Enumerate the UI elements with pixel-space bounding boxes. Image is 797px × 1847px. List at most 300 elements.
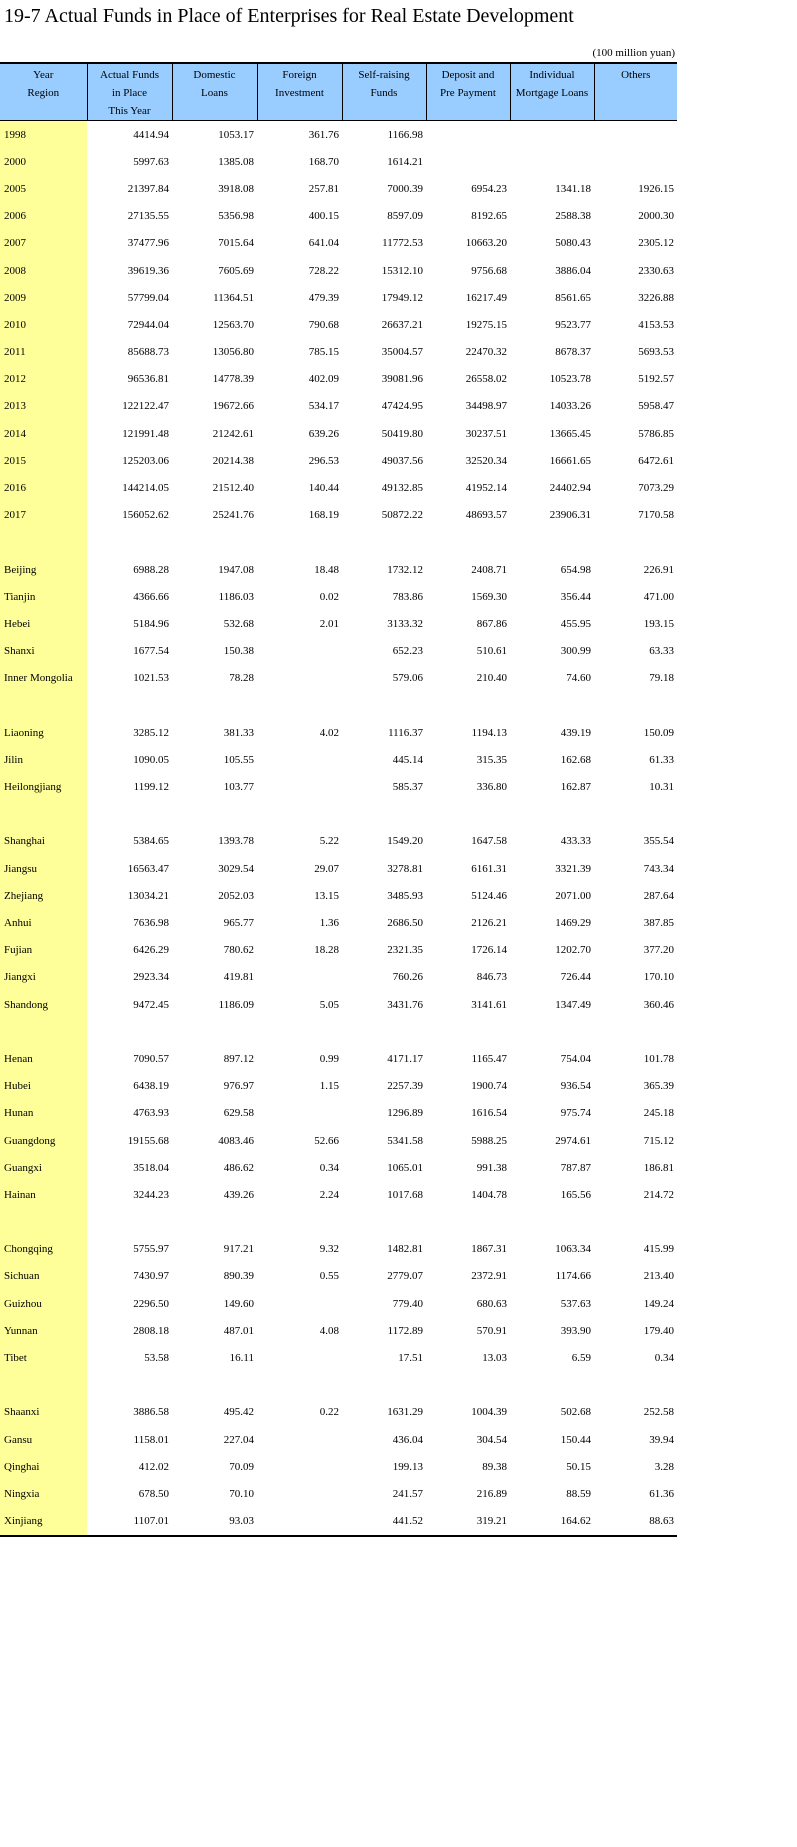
value-cell-individual-mortgage-loans: 14033.26 xyxy=(549,400,591,413)
value-cell-deposit-prepayment xyxy=(426,148,510,175)
value-cell-deposit-prepayment: 991.38 xyxy=(476,1161,507,1174)
value-cell-foreign-investment: 4.08 xyxy=(319,1324,339,1337)
row-label: Ningxia xyxy=(0,1480,87,1507)
row-label: Hebei xyxy=(0,610,87,637)
value-cell-self-raising-funds: 779.40 xyxy=(392,1297,423,1310)
table-row xyxy=(0,1399,677,1426)
value-cell-domestic-loans: 11364.51 xyxy=(213,291,254,304)
value-cell-individual-mortgage-loans xyxy=(510,148,594,175)
value-cell-domestic-loans: 1186.03 xyxy=(218,590,254,603)
row-label: Shanghai xyxy=(0,828,87,855)
value-cell-actual-funds: 1677.54 xyxy=(133,645,169,658)
value-cell-individual-mortgage-loans: 165.56 xyxy=(560,1188,591,1201)
spacer-cell xyxy=(426,529,510,556)
value-cell-actual-funds: 6988.28 xyxy=(133,563,169,576)
value-cell-actual-funds: 5755.97 xyxy=(133,1243,169,1256)
value-cell-foreign-investment: 728.22 xyxy=(308,264,339,277)
value-cell-deposit-prepayment: 315.35 xyxy=(476,753,507,766)
value-cell-deposit-prepayment: 1569.30 xyxy=(471,590,507,603)
value-cell-foreign-investment xyxy=(257,638,342,665)
value-cell-deposit-prepayment: 1404.78 xyxy=(471,1188,507,1201)
row-label: Zhejiang xyxy=(0,882,87,909)
value-cell-self-raising-funds: 3485.93 xyxy=(387,889,423,902)
value-cell-deposit-prepayment: 5124.46 xyxy=(471,889,507,902)
table-row xyxy=(0,1100,677,1127)
value-cell-domestic-loans: 16.11 xyxy=(229,1352,254,1365)
value-cell-others: 186.81 xyxy=(643,1161,674,1174)
value-cell-individual-mortgage-loans: 162.68 xyxy=(560,753,591,766)
value-cell-others xyxy=(594,148,677,175)
value-cell-self-raising-funds: 8597.09 xyxy=(387,210,423,223)
table-row xyxy=(0,148,677,175)
table-row xyxy=(0,1045,677,1072)
value-cell-deposit-prepayment: 1726.14 xyxy=(471,944,507,957)
value-cell-foreign-investment: 534.17 xyxy=(308,400,339,413)
spacer-cell xyxy=(594,1209,677,1236)
value-cell-foreign-investment: 790.68 xyxy=(308,318,339,331)
spacer-cell xyxy=(172,1372,257,1399)
value-cell-foreign-investment: 479.39 xyxy=(308,291,339,304)
value-cell-individual-mortgage-loans: 8678.37 xyxy=(555,346,591,359)
value-cell-foreign-investment: 402.09 xyxy=(308,373,339,386)
table-row xyxy=(0,1508,677,1536)
value-cell-actual-funds: 2923.34 xyxy=(133,971,169,984)
value-cell-foreign-investment: 0.99 xyxy=(319,1052,339,1065)
value-cell-others: 7170.58 xyxy=(638,509,674,522)
value-cell-deposit-prepayment: 26558.02 xyxy=(465,373,507,386)
value-cell-foreign-investment: 361.76 xyxy=(308,128,339,141)
spacer-row xyxy=(0,692,677,719)
row-label: Gansu xyxy=(0,1426,87,1453)
spacer-cell xyxy=(510,1018,594,1045)
value-cell-self-raising-funds: 1549.20 xyxy=(387,835,423,848)
value-cell-actual-funds: 7636.98 xyxy=(133,917,169,930)
value-cell-foreign-investment: 4.02 xyxy=(319,726,339,739)
spacer-cell xyxy=(510,529,594,556)
table-row xyxy=(0,719,677,746)
row-label: Tibet xyxy=(0,1344,87,1371)
row-label: 2013 xyxy=(0,393,87,420)
value-cell-self-raising-funds: 3133.32 xyxy=(387,617,423,630)
value-cell-domestic-loans: 2052.03 xyxy=(218,889,254,902)
spacer-cell xyxy=(342,1372,426,1399)
spacer-cell xyxy=(172,692,257,719)
value-cell-others: 5786.85 xyxy=(638,427,674,440)
table-row xyxy=(0,121,677,149)
header-others xyxy=(594,63,677,121)
row-label: Anhui xyxy=(0,909,87,936)
table-row xyxy=(0,311,677,338)
value-cell-deposit-prepayment: 1165.47 xyxy=(471,1052,507,1065)
row-label: Heilongjiang xyxy=(0,774,87,801)
value-cell-individual-mortgage-loans: 150.44 xyxy=(560,1433,591,1446)
row-label: Hubei xyxy=(0,1073,87,1100)
value-cell-others: 415.99 xyxy=(643,1243,674,1256)
table-row xyxy=(0,447,677,474)
value-cell-individual-mortgage-loans: 162.87 xyxy=(560,781,591,794)
value-cell-individual-mortgage-loans: 1174.66 xyxy=(555,1270,591,1283)
value-cell-domestic-loans: 150.38 xyxy=(223,645,254,658)
value-cell-deposit-prepayment: 570.91 xyxy=(476,1324,507,1337)
value-cell-domestic-loans: 1385.08 xyxy=(218,155,254,168)
value-cell-actual-funds: 6426.29 xyxy=(133,944,169,957)
spacer-cell xyxy=(172,1209,257,1236)
value-cell-deposit-prepayment: 210.40 xyxy=(476,672,507,685)
value-cell-self-raising-funds: 5341.58 xyxy=(387,1134,423,1147)
row-label: 2010 xyxy=(0,311,87,338)
value-cell-domestic-loans: 629.58 xyxy=(223,1107,254,1120)
value-cell-domestic-loans: 19672.66 xyxy=(212,400,254,413)
row-label: Liaoning xyxy=(0,719,87,746)
table-row xyxy=(0,665,677,692)
value-cell-actual-funds: 37477.96 xyxy=(127,237,169,250)
value-cell-self-raising-funds: 49132.85 xyxy=(381,482,423,495)
value-cell-deposit-prepayment: 336.80 xyxy=(476,781,507,794)
value-cell-deposit-prepayment: 3141.61 xyxy=(471,998,507,1011)
value-cell-self-raising-funds: 1296.89 xyxy=(387,1107,423,1120)
value-cell-self-raising-funds: 2257.39 xyxy=(387,1080,423,1093)
value-cell-foreign-investment: 1.36 xyxy=(319,917,339,930)
table-row xyxy=(0,1426,677,1453)
table-row xyxy=(0,882,677,909)
value-cell-self-raising-funds: 35004.57 xyxy=(381,346,423,359)
value-cell-domestic-loans: 105.55 xyxy=(223,753,254,766)
value-cell-others: 6472.61 xyxy=(638,454,674,467)
value-cell-others: 471.00 xyxy=(643,590,674,603)
row-label: 2017 xyxy=(0,502,87,529)
value-cell-domestic-loans: 21512.40 xyxy=(212,482,254,495)
row-label: 2005 xyxy=(0,175,87,202)
row-label: Henan xyxy=(0,1045,87,1072)
row-label: Hainan xyxy=(0,1181,87,1208)
value-cell-foreign-investment: 0.55 xyxy=(319,1270,339,1283)
value-cell-individual-mortgage-loans: 1202.70 xyxy=(555,944,591,957)
spacer-cell xyxy=(426,1018,510,1045)
table-row xyxy=(0,366,677,393)
value-cell-deposit-prepayment: 846.73 xyxy=(476,971,507,984)
value-cell-individual-mortgage-loans: 1347.49 xyxy=(555,998,591,1011)
value-cell-individual-mortgage-loans: 393.90 xyxy=(560,1324,591,1337)
value-cell-self-raising-funds: 1166.98 xyxy=(387,128,423,141)
value-cell-foreign-investment: 0.02 xyxy=(319,590,339,603)
value-cell-individual-mortgage-loans: 50.15 xyxy=(566,1460,591,1473)
row-label: Beijing xyxy=(0,556,87,583)
value-cell-domestic-loans: 13056.80 xyxy=(212,346,254,359)
value-cell-actual-funds: 6438.19 xyxy=(133,1080,169,1093)
value-cell-others: 63.33 xyxy=(649,645,674,658)
row-label: 2000 xyxy=(0,148,87,175)
value-cell-individual-mortgage-loans: 3886.04 xyxy=(555,264,591,277)
spacer-cell xyxy=(594,529,677,556)
table-row xyxy=(0,746,677,773)
spacer-row xyxy=(0,1018,677,1045)
value-cell-others: 179.40 xyxy=(643,1324,674,1337)
value-cell-domestic-loans: 20214.38 xyxy=(212,454,254,467)
table-row xyxy=(0,937,677,964)
value-cell-deposit-prepayment: 510.61 xyxy=(476,645,507,658)
spacer-label-cell xyxy=(0,692,87,719)
spacer-cell xyxy=(87,1018,172,1045)
value-cell-individual-mortgage-loans: 300.99 xyxy=(560,645,591,658)
header-line: Individual xyxy=(529,69,575,81)
value-cell-actual-funds: 85688.73 xyxy=(127,346,169,359)
spacer-cell xyxy=(257,1018,342,1045)
header-line: Domestic xyxy=(193,69,236,81)
table-row xyxy=(0,610,677,637)
row-label: Guangdong xyxy=(0,1127,87,1154)
value-cell-domestic-loans: 7605.69 xyxy=(218,264,254,277)
value-cell-foreign-investment: 2.01 xyxy=(319,617,339,630)
value-cell-self-raising-funds: 2779.07 xyxy=(387,1270,423,1283)
value-cell-domestic-loans: 12563.70 xyxy=(212,318,254,331)
value-cell-individual-mortgage-loans: 2588.38 xyxy=(555,210,591,223)
row-label: 1998 xyxy=(0,121,87,149)
value-cell-self-raising-funds: 3278.81 xyxy=(387,862,423,875)
table-row xyxy=(0,1073,677,1100)
value-cell-foreign-investment: 2.24 xyxy=(319,1188,339,1201)
header-year-region xyxy=(0,63,87,121)
table-row xyxy=(0,203,677,230)
table-row xyxy=(0,1317,677,1344)
spacer-cell xyxy=(257,1209,342,1236)
value-cell-domestic-loans: 4083.46 xyxy=(218,1134,254,1147)
value-cell-others: 149.24 xyxy=(643,1297,674,1310)
table-row xyxy=(0,855,677,882)
table-row xyxy=(0,339,677,366)
value-cell-self-raising-funds: 1116.37 xyxy=(388,726,423,739)
value-cell-actual-funds: 3244.23 xyxy=(133,1188,169,1201)
value-cell-self-raising-funds: 585.37 xyxy=(392,781,423,794)
spacer-cell xyxy=(87,801,172,828)
value-cell-deposit-prepayment: 13.03 xyxy=(482,1352,507,1365)
row-label: 2006 xyxy=(0,203,87,230)
value-cell-individual-mortgage-loans: 23906.31 xyxy=(549,509,591,522)
value-cell-individual-mortgage-loans: 16661.65 xyxy=(549,454,591,467)
value-cell-individual-mortgage-loans: 502.68 xyxy=(560,1406,591,1419)
value-cell-individual-mortgage-loans: 1063.34 xyxy=(555,1243,591,1256)
row-label: Qinghai xyxy=(0,1453,87,1480)
spacer-cell xyxy=(426,801,510,828)
spacer-cell xyxy=(172,529,257,556)
table-row xyxy=(0,991,677,1018)
value-cell-self-raising-funds: 436.04 xyxy=(392,1433,423,1446)
value-cell-others: 387.85 xyxy=(643,917,674,930)
value-cell-foreign-investment: 257.81 xyxy=(308,182,339,195)
table-row xyxy=(0,1236,677,1263)
value-cell-actual-funds: 5997.63 xyxy=(133,155,169,168)
table-row xyxy=(0,964,677,991)
value-cell-actual-funds: 3886.58 xyxy=(133,1406,169,1419)
value-cell-self-raising-funds: 1614.21 xyxy=(387,155,423,168)
row-label: 2015 xyxy=(0,447,87,474)
value-cell-self-raising-funds: 3431.76 xyxy=(387,998,423,1011)
value-cell-deposit-prepayment: 34498.97 xyxy=(465,400,507,413)
table-row xyxy=(0,1290,677,1317)
value-cell-self-raising-funds: 1065.01 xyxy=(387,1161,423,1174)
value-cell-domestic-loans: 780.62 xyxy=(223,944,254,957)
value-cell-self-raising-funds: 50872.22 xyxy=(381,509,423,522)
value-cell-domestic-loans: 7015.64 xyxy=(218,237,254,250)
value-cell-others: 226.91 xyxy=(643,563,674,576)
value-cell-individual-mortgage-loans: 24402.94 xyxy=(549,482,591,495)
value-cell-deposit-prepayment: 1867.31 xyxy=(471,1243,507,1256)
value-cell-self-raising-funds: 199.13 xyxy=(392,1460,423,1473)
spacer-cell xyxy=(342,1209,426,1236)
table-body xyxy=(0,121,677,1536)
value-cell-others: 170.10 xyxy=(643,971,674,984)
value-cell-deposit-prepayment: 32520.34 xyxy=(465,454,507,467)
row-label: Guizhou xyxy=(0,1290,87,1317)
spacer-row xyxy=(0,801,677,828)
value-cell-domestic-loans: 3029.54 xyxy=(218,862,254,875)
table-row xyxy=(0,1480,677,1507)
value-cell-others: 360.46 xyxy=(643,998,674,1011)
value-cell-others: 245.18 xyxy=(643,1107,674,1120)
value-cell-actual-funds: 1199.12 xyxy=(133,781,169,794)
value-cell-self-raising-funds: 652.23 xyxy=(392,645,423,658)
value-cell-actual-funds: 1090.05 xyxy=(133,753,169,766)
value-cell-foreign-investment xyxy=(257,665,342,692)
row-label: 2016 xyxy=(0,474,87,501)
value-cell-actual-funds: 4763.93 xyxy=(133,1107,169,1120)
value-cell-individual-mortgage-loans: 74.60 xyxy=(566,672,591,685)
value-cell-others: 214.72 xyxy=(643,1188,674,1201)
value-cell-foreign-investment: 5.22 xyxy=(319,835,339,848)
value-cell-domestic-loans: 93.03 xyxy=(172,1508,257,1536)
value-cell-actual-funds: 4366.66 xyxy=(133,590,169,603)
header-line: Actual Funds xyxy=(100,69,159,81)
value-cell-actual-funds: 1107.01 xyxy=(87,1508,172,1536)
spacer-label-cell xyxy=(0,529,87,556)
value-cell-deposit-prepayment: 680.63 xyxy=(476,1297,507,1310)
value-cell-foreign-investment: 5.05 xyxy=(319,998,339,1011)
value-cell-individual-mortgage-loans: 10523.78 xyxy=(549,373,591,386)
value-cell-foreign-investment: 18.48 xyxy=(314,563,339,576)
value-cell-domestic-loans: 917.21 xyxy=(223,1243,254,1256)
value-cell-others: 101.78 xyxy=(643,1052,674,1065)
value-cell-actual-funds: 53.58 xyxy=(144,1352,169,1365)
value-cell-self-raising-funds: 17949.12 xyxy=(381,291,423,304)
value-cell-domestic-loans: 70.10 xyxy=(229,1487,254,1500)
value-cell-deposit-prepayment: 1647.58 xyxy=(471,835,507,848)
table-row xyxy=(0,1453,677,1480)
value-cell-deposit-prepayment: 216.89 xyxy=(476,1487,507,1500)
table-row xyxy=(0,175,677,202)
value-cell-domestic-loans: 1393.78 xyxy=(218,835,254,848)
value-cell-individual-mortgage-loans: 754.04 xyxy=(560,1052,591,1065)
value-cell-others: 39.94 xyxy=(649,1433,674,1446)
value-cell-others: 7073.29 xyxy=(638,482,674,495)
value-cell-self-raising-funds: 15312.10 xyxy=(381,264,423,277)
value-cell-others: 355.54 xyxy=(643,835,674,848)
value-cell-others: 88.63 xyxy=(594,1508,677,1536)
value-cell-actual-funds: 13034.21 xyxy=(127,889,169,902)
value-cell-domestic-loans: 495.42 xyxy=(223,1406,254,1419)
value-cell-individual-mortgage-loans: 439.19 xyxy=(560,726,591,739)
value-cell-self-raising-funds: 760.26 xyxy=(392,971,423,984)
spacer-cell xyxy=(510,692,594,719)
value-cell-domestic-loans: 25241.76 xyxy=(212,509,254,522)
value-cell-foreign-investment xyxy=(257,1426,342,1453)
spacer-cell xyxy=(594,1018,677,1045)
spacer-cell xyxy=(594,801,677,828)
spacer-cell xyxy=(342,529,426,556)
spacer-row xyxy=(0,529,677,556)
value-cell-domestic-loans: 897.12 xyxy=(223,1052,254,1065)
value-cell-self-raising-funds: 4171.17 xyxy=(387,1052,423,1065)
value-cell-individual-mortgage-loans: 13665.45 xyxy=(549,427,591,440)
row-label: Chongqing xyxy=(0,1236,87,1263)
row-label: Jiangsu xyxy=(0,855,87,882)
header-deposit-prepayment xyxy=(426,63,510,121)
header-line: Investment xyxy=(275,87,324,99)
spacer-cell xyxy=(594,692,677,719)
spacer-label-cell xyxy=(0,1372,87,1399)
value-cell-domestic-loans: 14778.39 xyxy=(212,373,254,386)
header-line: Year xyxy=(33,69,54,81)
header-line: Funds xyxy=(370,87,398,99)
real-estate-funds-table xyxy=(0,62,677,1537)
value-cell-deposit-prepayment: 22470.32 xyxy=(465,346,507,359)
unit-label: (100 million yuan) xyxy=(592,47,675,59)
value-cell-others: 1926.15 xyxy=(638,182,674,195)
header-line: Deposit and xyxy=(441,69,495,81)
value-cell-actual-funds: 1021.53 xyxy=(133,672,169,685)
value-cell-actual-funds: 39619.36 xyxy=(127,264,169,277)
value-cell-deposit-prepayment: 1194.13 xyxy=(471,726,507,739)
value-cell-others: 5958.47 xyxy=(638,400,674,413)
row-label: 2008 xyxy=(0,257,87,284)
value-cell-actual-funds: 27135.55 xyxy=(127,210,169,223)
value-cell-self-raising-funds: 783.86 xyxy=(392,590,423,603)
value-cell-individual-mortgage-loans: 1469.29 xyxy=(555,917,591,930)
value-cell-foreign-investment: 1.15 xyxy=(319,1080,339,1093)
value-cell-deposit-prepayment: 5988.25 xyxy=(471,1134,507,1147)
value-cell-individual-mortgage-loans: 654.98 xyxy=(560,563,591,576)
value-cell-domestic-loans: 976.97 xyxy=(223,1080,254,1093)
value-cell-actual-funds: 2296.50 xyxy=(133,1297,169,1310)
value-cell-others: 79.18 xyxy=(649,672,674,685)
value-cell-foreign-investment: 140.44 xyxy=(308,482,339,495)
value-cell-foreign-investment: 52.66 xyxy=(314,1134,339,1147)
header-line: Self-raising xyxy=(358,69,410,81)
value-cell-others: 287.64 xyxy=(643,889,674,902)
value-cell-domestic-loans: 890.39 xyxy=(223,1270,254,1283)
value-cell-actual-funds: 678.50 xyxy=(138,1487,169,1500)
value-cell-foreign-investment: 641.04 xyxy=(308,237,339,250)
spacer-cell xyxy=(87,1209,172,1236)
value-cell-foreign-investment: 13.15 xyxy=(314,889,339,902)
header-line: in Place xyxy=(111,87,148,99)
value-cell-others: 10.31 xyxy=(649,781,674,794)
row-label: Yunnan xyxy=(0,1317,87,1344)
spacer-cell xyxy=(257,692,342,719)
value-cell-self-raising-funds: 579.06 xyxy=(392,672,423,685)
table-row xyxy=(0,393,677,420)
value-cell-individual-mortgage-loans: 6.59 xyxy=(571,1352,591,1365)
value-cell-actual-funds: 7090.57 xyxy=(133,1052,169,1065)
value-cell-others: 61.33 xyxy=(649,753,674,766)
value-cell-deposit-prepayment: 2372.91 xyxy=(471,1270,507,1283)
table-row xyxy=(0,774,677,801)
row-label: Fujian xyxy=(0,937,87,964)
value-cell-foreign-investment xyxy=(257,1480,342,1507)
value-cell-deposit-prepayment: 30237.51 xyxy=(465,427,507,440)
table-row xyxy=(0,257,677,284)
row-label: Guangxi xyxy=(0,1154,87,1181)
value-cell-domestic-loans: 439.26 xyxy=(223,1188,254,1201)
row-label: Tianjin xyxy=(0,583,87,610)
